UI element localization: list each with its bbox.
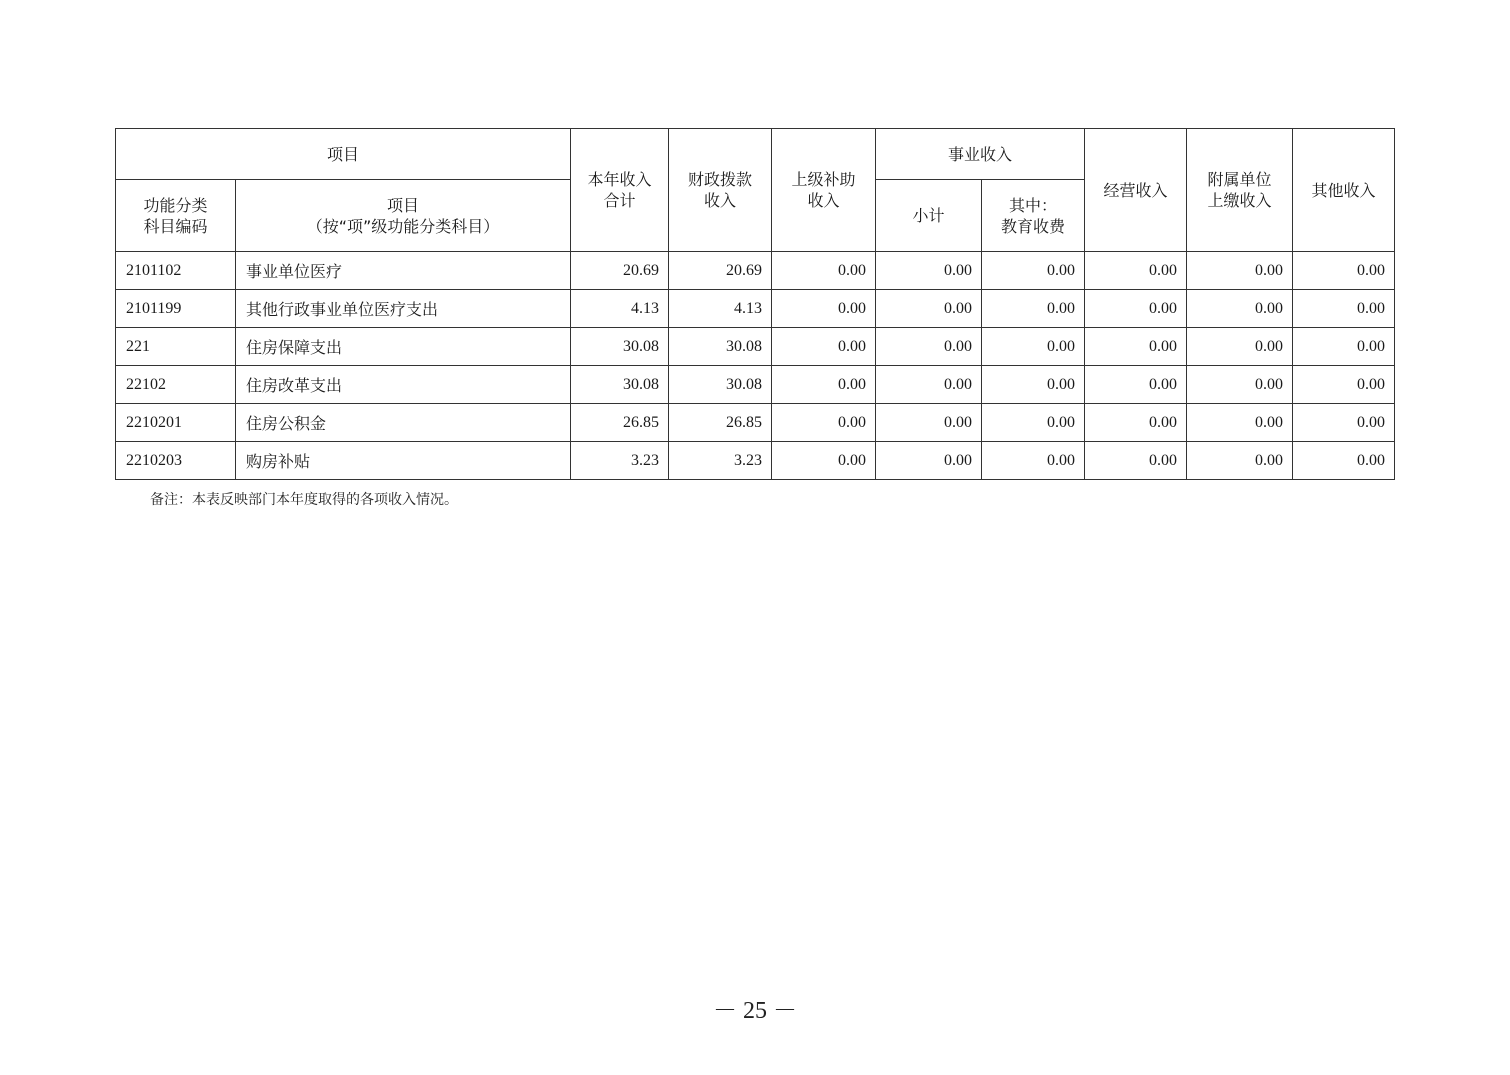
cell-total: 30.08: [571, 366, 669, 404]
cell-affiliated: 0.00: [1187, 328, 1293, 366]
cell-total: 30.08: [571, 328, 669, 366]
cell-name: 住房公积金: [236, 404, 571, 442]
table-row: [116, 442, 1395, 480]
cell-subtotal: 0.00: [876, 404, 982, 442]
table-header: [116, 129, 1395, 252]
cell-subtotal: 0.00: [876, 366, 982, 404]
cell-code: 2101102: [116, 252, 236, 290]
table-row: [116, 366, 1395, 404]
cell-education: 0.00: [982, 252, 1085, 290]
header-affiliated-line1: 附属单位: [1207, 170, 1272, 189]
cell-total: 3.23: [571, 442, 669, 480]
table-body: [116, 252, 1395, 480]
cell-education: 0.00: [982, 404, 1085, 442]
page-number: － 25 －: [713, 998, 797, 1024]
income-table: [115, 128, 1395, 480]
cell-subtotal: 0.00: [876, 290, 982, 328]
header-fiscal-line1: 财政拨款: [688, 170, 753, 189]
table-row: [116, 252, 1395, 290]
cell-name: 事业单位医疗: [236, 252, 571, 290]
cell-other: 0.00: [1293, 328, 1395, 366]
cell-operating: 0.00: [1085, 328, 1187, 366]
cell-education: 0.00: [982, 366, 1085, 404]
cell-name: 住房保障支出: [236, 328, 571, 366]
cell-code: 221: [116, 328, 236, 366]
cell-other: 0.00: [1293, 404, 1395, 442]
cell-fiscal: 30.08: [669, 366, 772, 404]
header-affiliated: [1187, 129, 1293, 252]
header-total: [571, 129, 669, 252]
cell-total: 20.69: [571, 252, 669, 290]
header-subtotal: 小计: [876, 180, 982, 252]
cell-superior: 0.00: [772, 366, 876, 404]
header-business-group: 事业收入: [876, 129, 1085, 180]
table-row: [116, 290, 1395, 328]
cell-other: 0.00: [1293, 442, 1395, 480]
cell-operating: 0.00: [1085, 290, 1187, 328]
cell-operating: 0.00: [1085, 366, 1187, 404]
cell-total: 4.13: [571, 290, 669, 328]
header-total-line2: 合计: [603, 191, 636, 210]
header-project-group: 项目: [116, 129, 571, 180]
cell-operating: 0.00: [1085, 252, 1187, 290]
cell-fiscal: 26.85: [669, 404, 772, 442]
cell-subtotal: 0.00: [876, 252, 982, 290]
header-name-line1: 项目: [387, 195, 420, 215]
header-superior-line1: 上级补助: [791, 170, 856, 189]
cell-fiscal: 30.08: [669, 328, 772, 366]
cell-superior: 0.00: [772, 252, 876, 290]
cell-total: 26.85: [571, 404, 669, 442]
cell-affiliated: 0.00: [1187, 442, 1293, 480]
cell-affiliated: 0.00: [1187, 366, 1293, 404]
header-operating: 经营收入: [1085, 129, 1187, 252]
header-name-line2: （按“项”级功能分类科目）: [306, 216, 500, 236]
header-affiliated-line2: 上缴收入: [1207, 191, 1272, 210]
header-code: [116, 180, 236, 252]
header-code-line1: 功能分类: [143, 195, 208, 215]
cell-name: 住房改革支出: [236, 366, 571, 404]
header-education-line2: 教育收费: [1001, 216, 1066, 236]
cell-fiscal: 3.23: [669, 442, 772, 480]
cell-code: 2210201: [116, 404, 236, 442]
cell-code: 22102: [116, 366, 236, 404]
cell-superior: 0.00: [772, 442, 876, 480]
cell-education: 0.00: [982, 290, 1085, 328]
cell-other: 0.00: [1293, 366, 1395, 404]
table-row: [116, 328, 1395, 366]
cell-other: 0.00: [1293, 290, 1395, 328]
header-fiscal: [669, 129, 772, 252]
cell-affiliated: 0.00: [1187, 252, 1293, 290]
table-note: 备注：本表反映部门本年度取得的各项收入情况。: [150, 492, 458, 508]
cell-fiscal: 20.69: [669, 252, 772, 290]
cell-affiliated: 0.00: [1187, 404, 1293, 442]
cell-code: 2101199: [116, 290, 236, 328]
cell-fiscal: 4.13: [669, 290, 772, 328]
cell-other: 0.00: [1293, 252, 1395, 290]
cell-code: 2210203: [116, 442, 236, 480]
cell-subtotal: 0.00: [876, 328, 982, 366]
cell-superior: 0.00: [772, 290, 876, 328]
cell-name: 其他行政事业单位医疗支出: [236, 290, 571, 328]
cell-superior: 0.00: [772, 404, 876, 442]
cell-superior: 0.00: [772, 328, 876, 366]
header-education-line1: 其中：: [1009, 195, 1058, 215]
cell-operating: 0.00: [1085, 442, 1187, 480]
cell-education: 0.00: [982, 442, 1085, 480]
header-education: [982, 180, 1085, 252]
cell-education: 0.00: [982, 328, 1085, 366]
cell-name: 购房补贴: [236, 442, 571, 480]
header-code-line2: 科目编码: [143, 216, 208, 236]
header-other: 其他收入: [1293, 129, 1395, 252]
cell-affiliated: 0.00: [1187, 290, 1293, 328]
header-superior-line2: 收入: [807, 191, 840, 210]
header-total-line1: 本年收入: [587, 170, 652, 189]
cell-operating: 0.00: [1085, 404, 1187, 442]
header-superior: [772, 129, 876, 252]
cell-subtotal: 0.00: [876, 442, 982, 480]
header-fiscal-line2: 收入: [704, 191, 737, 210]
header-name: [236, 180, 571, 252]
table-row: [116, 404, 1395, 442]
